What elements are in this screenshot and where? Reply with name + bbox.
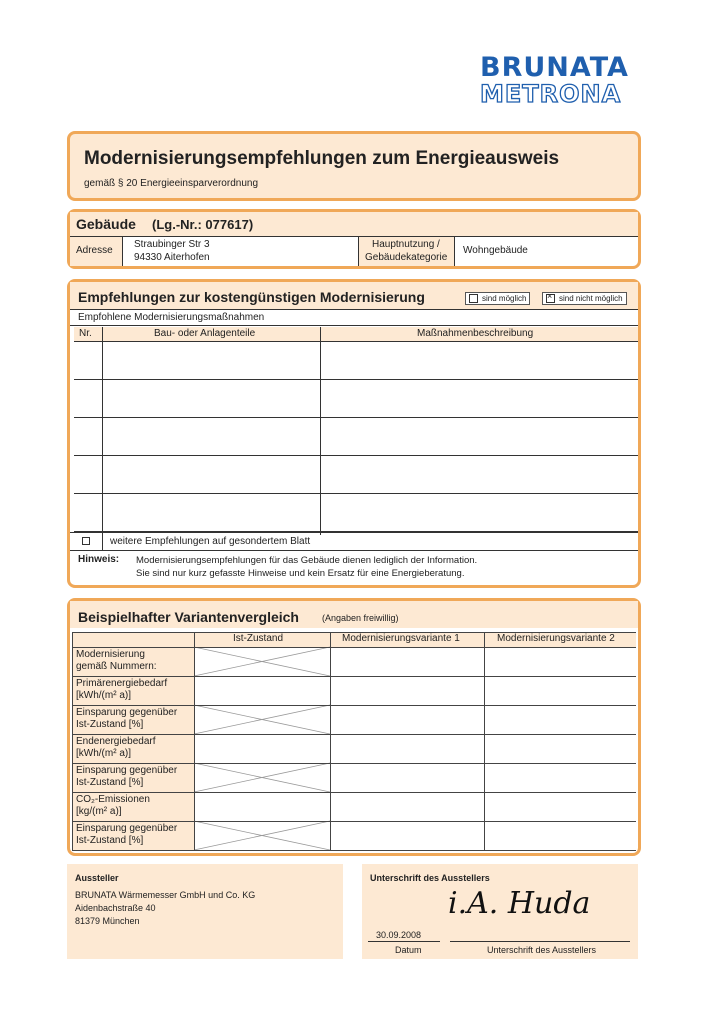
table-caption: Empfohlene Modernisierungsmaßnahmen — [78, 312, 265, 323]
variants-title-note: (Angaben freiwillig) — [322, 613, 399, 623]
hint-line-1: Modernisierungsempfehlungen für das Gebäude dienen lediglich der Information. — [136, 555, 478, 566]
further-checkbox[interactable] — [82, 537, 90, 545]
col-desc: Maßnahmenbeschreibung — [417, 328, 534, 339]
variant-row-label-line1: Primärenergiebedarf — [76, 678, 168, 689]
hint-line-2: Sie sind nur kurz gefasste Hinweise und kein Ersatz für eine Energieberatung. — [136, 568, 465, 579]
col-variant-2: Modernisierungsvariante 2 — [497, 633, 615, 644]
col-part: Bau- oder Anlagenteile — [154, 328, 256, 339]
variant-row-label-line1: Einsparung gegenüber — [76, 765, 178, 776]
recommendations-table — [74, 327, 638, 535]
col-variant-1: Modernisierungsvariante 1 — [342, 633, 460, 644]
issuer-line-1: BRUNATA Wärmemesser GmbH und Co. KG — [75, 890, 256, 900]
col-ist: Ist-Zustand — [233, 633, 284, 644]
variant-row-label-line1: Einsparung gegenüber — [76, 707, 178, 718]
signature-caption: Unterschrift des Ausstellers — [487, 945, 597, 955]
variants-title: Beispielhafter Variantenvergleich — [78, 609, 299, 625]
issuer-line-2: Aidenbachstraße 40 — [75, 903, 156, 913]
further-label: weitere Empfehlungen auf gesondertem Blatt — [110, 536, 311, 547]
brand-logo-top: BRUNATA — [480, 52, 629, 83]
variant-row-label — [76, 794, 150, 818]
issuer-panel — [67, 864, 343, 959]
building-lg-nr: (Lg.-Nr.: 077617) — [152, 217, 254, 232]
building-panel — [67, 209, 641, 269]
signature-handwriting — [448, 886, 590, 921]
brand-logo-bottom: METRONA — [480, 80, 622, 108]
variant-row-label — [76, 823, 177, 847]
variant-row-label — [76, 765, 177, 789]
recommendations-title: Empfehlungen zur kostengünstigen Modernisierung — [78, 289, 425, 305]
address-line-1: Straubinger Str 3 — [134, 239, 210, 250]
table-row — [74, 418, 638, 455]
variant-row-label-line2: [kWh/(m² a)] — [76, 748, 131, 759]
table-row — [74, 494, 638, 531]
option-not-possible-label: sind nicht möglich — [559, 294, 623, 303]
building-label: Gebäude — [76, 216, 136, 232]
variant-row-label — [76, 678, 167, 702]
checkbox-not-possible-checked[interactable] — [546, 294, 555, 303]
variant-row-label-line2: Ist-Zustand [%] — [76, 777, 144, 788]
date-label: Datum — [395, 945, 422, 955]
variant-row-label-line2: [kg/(m² a)] — [76, 806, 122, 817]
variant-row-label-line1: Modernisierung — [76, 649, 145, 660]
option-possible[interactable] — [465, 292, 530, 305]
variants-grid — [72, 632, 636, 852]
table-row — [74, 342, 638, 379]
variant-row-label-line1: Einsparung gegenüber — [76, 823, 178, 834]
variant-row-label-line1: CO₂-Emissionen — [76, 794, 150, 805]
variant-row-label-line1: Endenergiebedarf — [76, 736, 156, 747]
signature-label: Unterschrift des Ausstellers — [370, 873, 490, 883]
col-nr: Nr. — [79, 328, 92, 339]
use-label-1: Hauptnutzung / — [372, 239, 440, 250]
variants-table — [72, 632, 636, 852]
recommendations-panel — [67, 279, 641, 588]
use-label-2: Gebäudekategorie — [365, 252, 448, 263]
variant-row-label — [76, 736, 156, 760]
table-row — [74, 380, 638, 417]
page-subtitle: gemäß § 20 Energieeinsparverordnung — [84, 178, 258, 189]
variant-row-label-line2: Ist-Zustand [%] — [76, 719, 144, 730]
title-panel — [67, 131, 641, 201]
address-line-2: 94330 Aiterhofen — [134, 252, 210, 263]
signature-date: 30.09.2008 — [376, 930, 422, 940]
hint-label: Hinweis: — [78, 554, 120, 565]
building-header — [70, 212, 638, 236]
use-value: Wohngebäude — [463, 245, 528, 256]
variant-row-label — [76, 707, 177, 731]
address-label: Adresse — [76, 245, 113, 256]
variant-row-label-line2: gemäß Nummern: — [76, 661, 157, 672]
issuer-label: Aussteller — [75, 873, 119, 883]
checkbox-possible[interactable] — [469, 294, 478, 303]
option-not-possible[interactable] — [542, 292, 627, 305]
variant-row-label-line2: Ist-Zustand [%] — [76, 835, 144, 846]
issuer-line-3: 81379 München — [75, 916, 140, 926]
variant-row-label-line2: [kWh/(m² a)] — [76, 690, 131, 701]
page-title: Modernisierungsempfehlungen zum Energieausweis — [84, 148, 560, 169]
variants-panel — [67, 598, 641, 856]
signature-panel — [362, 864, 638, 959]
variant-row-label — [76, 649, 157, 673]
option-possible-label: sind möglich — [482, 294, 527, 303]
signature-text: i.A. Huda — [448, 886, 591, 921]
table-row — [74, 456, 638, 493]
